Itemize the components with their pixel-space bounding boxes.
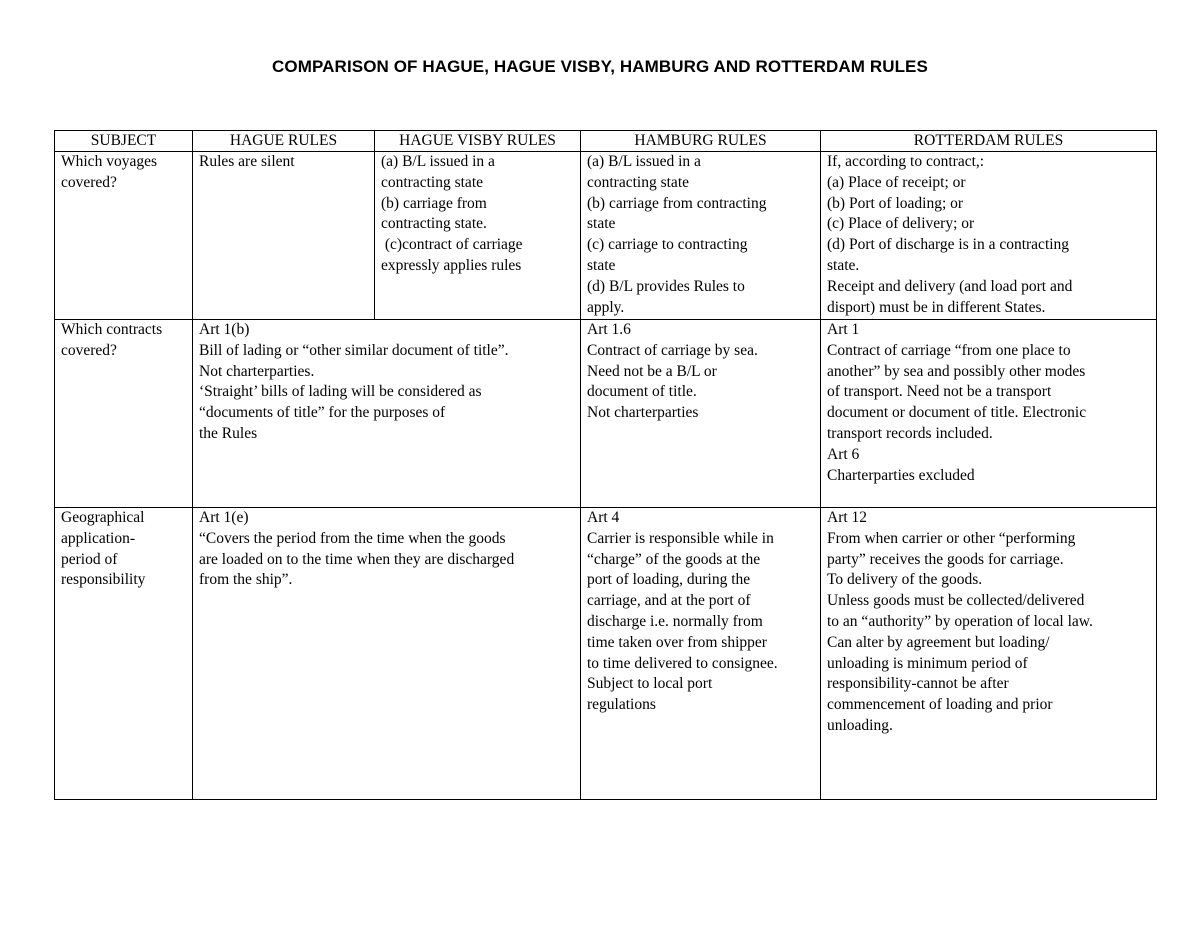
header-hamburg-rules: HAMBURG RULES: [581, 131, 821, 152]
text-line: (c) Place of delivery; or: [827, 215, 975, 233]
table-row: [55, 320, 1157, 508]
text-line: (b) Port of loading; or: [827, 194, 964, 212]
text-line: Geographical: [61, 509, 145, 526]
text-line: Contract of carriage by sea.: [587, 341, 758, 359]
text-line: Receipt and delivery (and load port and: [827, 277, 1073, 295]
text-line: Contract of carriage “from one place to: [827, 341, 1071, 359]
text-line: unloading is minimum period of: [827, 654, 1028, 672]
text-line: (b) carriage from: [381, 194, 487, 212]
text-line: Not charterparties.: [199, 362, 315, 380]
hague-and-hague-visby-rules-cell: [193, 320, 581, 508]
text-line: regulations: [587, 696, 656, 714]
subject-cell: [55, 508, 193, 800]
text-line: disport) must be in different States.: [827, 298, 1046, 316]
text-line: contracting state: [587, 173, 689, 191]
text-line: From when carrier or other “performing: [827, 529, 1076, 547]
text-line: Charterparties excluded: [827, 466, 975, 484]
hague-rules-cell: [193, 152, 375, 320]
header-rotterdam-rules: ROTTERDAM RULES: [821, 131, 1157, 152]
text-line: port of loading, during the: [587, 571, 751, 589]
text-line: time taken over from shipper: [587, 633, 767, 651]
text-line: period of: [61, 550, 118, 568]
text-line: (a) B/L issued in a: [381, 153, 495, 170]
text-line: Need not be a B/L or: [587, 362, 717, 380]
text-line: contracting state.: [381, 215, 487, 233]
text-line: contracting state: [381, 173, 483, 191]
text-line: to an “authority” by operation of local law.: [827, 612, 1093, 630]
text-line: Unless goods must be collected/delivered: [827, 592, 1085, 610]
text-line: Which voyages: [61, 153, 157, 170]
text-line: state.: [827, 256, 860, 274]
text-line: unloading.: [827, 716, 893, 734]
text-line: “documents of title” for the purposes of: [199, 404, 446, 422]
text-line: (b) carriage from contracting: [587, 194, 767, 212]
text-line: ‘Straight’ bills of lading will be considered as: [199, 383, 482, 401]
comparison-table: [54, 130, 1157, 800]
text-line: If, according to contract,:: [827, 153, 985, 170]
text-line: commencement of loading and prior: [827, 696, 1053, 714]
table-row: [55, 508, 1157, 800]
text-line: state: [587, 256, 616, 274]
text-line: covered?: [61, 341, 117, 359]
header-row: [55, 131, 1157, 152]
text-line: (c)contract of carriage: [381, 236, 523, 254]
text-line: expressly applies rules: [381, 256, 522, 274]
header-hague-visby-rules: HAGUE VISBY RULES: [375, 131, 581, 152]
text-line: state: [587, 215, 616, 233]
text-line: (a) B/L issued in a: [587, 153, 701, 170]
text-line: Carrier is responsible while in: [587, 529, 774, 547]
subject-cell: [55, 320, 193, 508]
text-line: Art 1(b): [199, 321, 250, 338]
text-line: Art 6: [827, 445, 860, 463]
text-line: party” receives the goods for carriage.: [827, 550, 1064, 568]
text-line: Art 4: [587, 509, 620, 526]
text-line: “charge” of the goods at the: [587, 550, 761, 568]
text-line: Subject to local port: [587, 675, 713, 693]
text-line: (c) carriage to contracting: [587, 236, 748, 254]
text-line: responsibility: [61, 571, 146, 589]
text-line: “Covers the period from the time when the goods: [199, 529, 506, 547]
table-row: [55, 152, 1157, 320]
text-line: apply.: [587, 298, 625, 316]
text-line: (d) Port of discharge is in a contracting: [827, 236, 1070, 254]
text-line: Art 12: [827, 509, 868, 526]
header-subject: SUBJECT: [55, 131, 193, 152]
text-line: covered?: [61, 173, 117, 191]
hague-visby-rules-cell: [375, 152, 581, 320]
hague-and-hague-visby-rules-cell: [193, 508, 581, 800]
hamburg-rules-cell: [581, 508, 821, 800]
header-hague-rules: HAGUE RULES: [193, 131, 375, 152]
text-line: Art 1(e): [199, 509, 249, 526]
hamburg-rules-cell: [581, 320, 821, 508]
text-line: Can alter by agreement but loading/: [827, 633, 1050, 651]
text-line: Art 1: [827, 321, 860, 338]
text-line: Rules are silent: [199, 153, 295, 170]
text-line: are loaded on to the time when they are discharged: [199, 550, 515, 568]
text-line: Bill of lading or “other similar document of title”.: [199, 341, 509, 359]
text-line: transport records included.: [827, 424, 993, 442]
text-line: from the ship”.: [199, 571, 293, 589]
document-title: COMPARISON OF HAGUE, HAGUE VISBY, HAMBURG AND ROTTERDAM RULES: [272, 57, 928, 76]
text-line: Which contracts: [61, 321, 163, 338]
text-line: of transport. Need not be a transport: [827, 383, 1052, 401]
text-line: (a) Place of receipt; or: [827, 173, 966, 191]
text-line: application-: [61, 529, 136, 547]
text-line: discharge i.e. normally from: [587, 612, 763, 630]
text-line: to time delivered to consignee.: [587, 654, 778, 672]
text-line: carriage, and at the port of: [587, 592, 751, 610]
hamburg-rules-cell: [581, 152, 821, 320]
rotterdam-rules-cell: [821, 320, 1157, 508]
text-line: document of title.: [587, 383, 697, 401]
text-line: responsibility-cannot be after: [827, 675, 1009, 693]
text-line: document or document of title. Electronic: [827, 404, 1087, 422]
text-line: another” by sea and possibly other modes: [827, 362, 1086, 380]
text-line: Art 1.6: [587, 321, 631, 338]
rotterdam-rules-cell: [821, 152, 1157, 320]
text-line: Not charterparties: [587, 404, 699, 422]
rotterdam-rules-cell: [821, 508, 1157, 800]
subject-cell: [55, 152, 193, 320]
text-line: the Rules: [199, 424, 258, 442]
text-line: (d) B/L provides Rules to: [587, 277, 745, 295]
text-line: To delivery of the goods.: [827, 571, 983, 589]
